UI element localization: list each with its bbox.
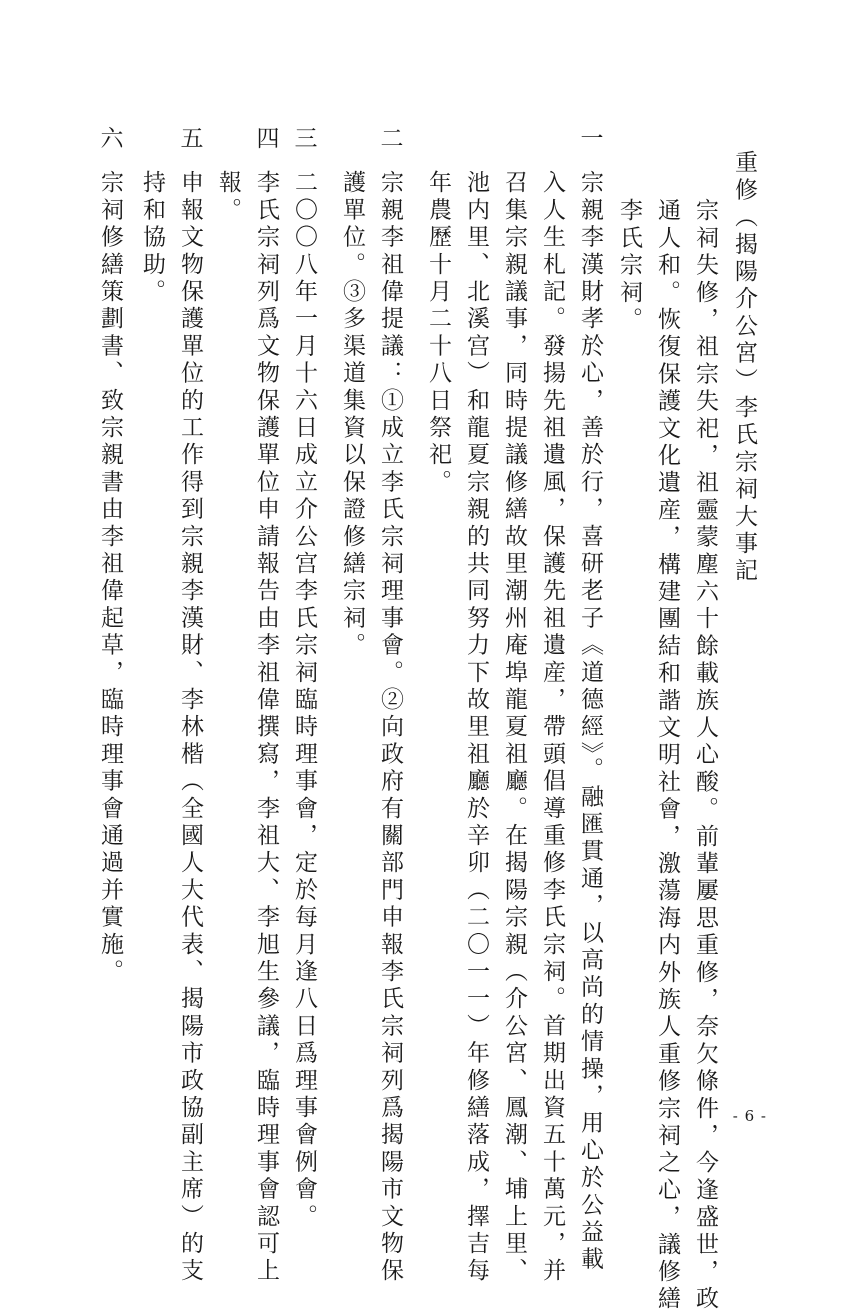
item-line: 宗祠修繕策劃書、致宗親書由李祖偉起草，臨時理事會通過并實施。 <box>97 170 123 986</box>
item-line: 召集宗親議事，同時提議修繕故里潮州庵埠龍夏祖廳。在揭陽宗親（介公宮、鳳潮、埔上里、 <box>501 170 527 1286</box>
item-line: 二〇〇八年一月十六日成立介公宫李氏宗祠臨時理事會，定於每月逢八日爲理事會例會。 <box>291 170 317 1231</box>
page-number: - 6 - <box>732 1107 767 1125</box>
document-title: 重修（揭陽介公宮）李氏宗祠大事記 <box>731 150 757 586</box>
item-number: 二 <box>380 126 404 152</box>
item-number: 三 <box>294 126 318 152</box>
item-line: 申報文物保護單位的工作得到宗親李漢財、李林楷（全國人大代表、揭陽市政協副主席）的支 <box>177 170 203 1286</box>
item-number: 五 <box>180 126 204 152</box>
item-line: 報。 <box>215 170 241 225</box>
item-line: 持和協助。 <box>139 170 165 306</box>
item-number: 六 <box>100 126 124 152</box>
item-line: 李氏宗祠列爲文物保護單位申請報告由李祖偉撰寫，李祖大、李旭生參議，臨時理事會認可上 <box>253 170 279 1286</box>
item-number: 一 <box>580 126 604 152</box>
item-line: 宗親李祖偉提議：①成立李氏宗祠理事會。②向政府有關部門申報李氏宗祠列爲揭陽市文物保 <box>377 170 403 1286</box>
item-line: 池内里、北溪宫）和龍夏宗親的共同努力下故里祖廳於辛卯（二〇一一）年修繕落成，擇吉每 <box>463 170 489 1286</box>
item-line: 入人生札記。發揚先祖遺風，保護先祖遺産，帶頭倡導重修李氏宗祠。首期出資五十萬元，并 <box>539 170 565 1286</box>
item-number: 四 <box>256 126 280 152</box>
intro-line: 通人和。恢復保護文化遺産，構建團結和諧文明社會，激蕩海内外族人重修宗祠之心，議修繕 <box>654 198 680 1313</box>
item-line: 護單位。③多渠道集資以保證修繕宗祠。 <box>339 170 365 660</box>
intro-line: 李氏宗祠。 <box>616 198 642 334</box>
item-line: 宗親李漢財孝於心，善於行，喜研老子《道德經》。融匯貫通，以高尚的情操，用心於公益載 <box>577 170 603 1274</box>
item-line: 年農歷十月二十八日祭祀。 <box>425 170 451 497</box>
intro-line: 宗祠失修，祖宗失祀，祖靈蒙塵六十餘載族人心酸。前輩屢思重修，奈欠條件，今逢盛世，政 <box>692 198 718 1313</box>
